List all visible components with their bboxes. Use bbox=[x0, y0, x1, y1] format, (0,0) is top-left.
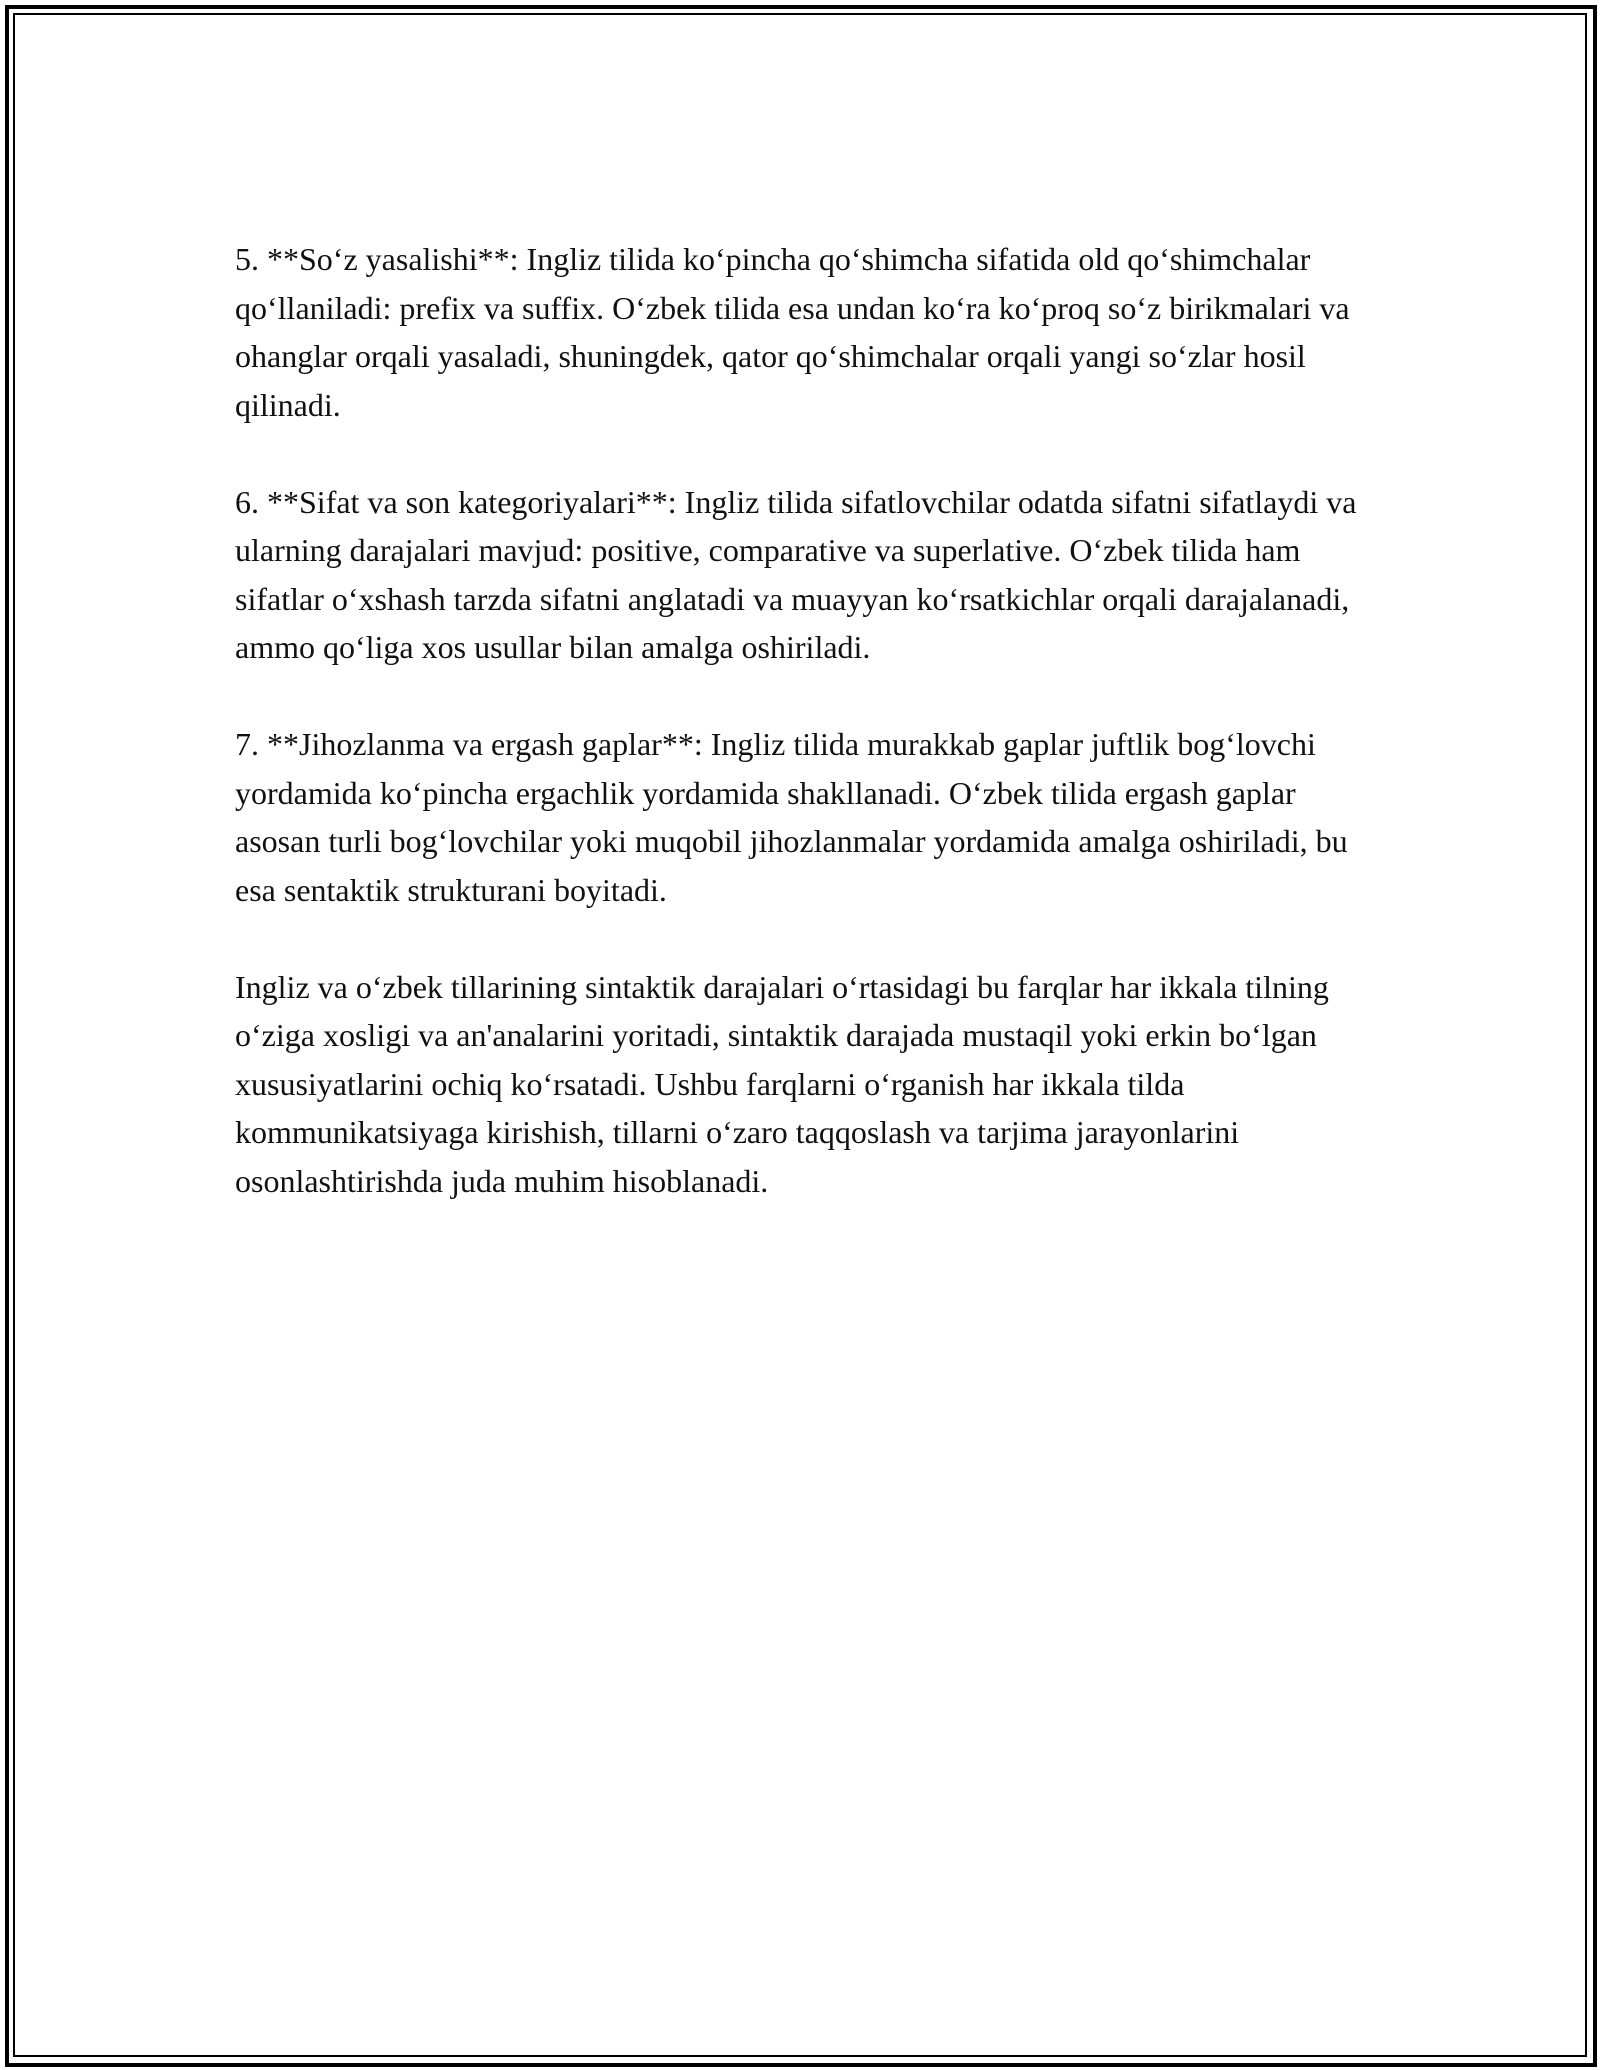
document-body bbox=[235, 235, 1385, 1254]
paragraph-conclusion: Ingliz va o‘zbek tillarining sintaktik darajalari o‘rtasidagi bu farqlar har ikkala tilning o‘ziga xosligi va an'analarini yoritadi, sintaktik darajada mustaqil yoki erkin bo‘lgan xususiyatlarini ochiq ko‘rsatadi. Ushbu farqlarni o‘rganish har ikkala tilda kommunikatsiyaga kirishish, tillarni o‘zaro taqqoslash va tarjima jarayonlarini osonlashtirishda juda muhim hisoblanadi. bbox=[235, 968, 1329, 1199]
paragraph-subordinate-clauses: 7. **Jihozlanma va ergash gaplar**: Ingliz tilida murakkab gaplar juftlik bog‘lovchi yordamida ko‘pincha ergachlik yordamida shakllanadi. O‘zbek tilida ergash gaplar asosan turli bog‘lovchilar yoki muqobil jihozlanmalar yordamida amalga oshiriladi, bu esa sentaktik strukturani boyitadi. bbox=[235, 726, 1348, 908]
paragraph-word-formation: 5. **So‘z yasalishi**: Ingliz tilida ko‘pincha qo‘shimcha sifatida old qo‘shimchalar qo‘llaniladi: prefix va suffix. O‘zbek tilida esa undan ko‘ra ko‘proq so‘z birikmalari va ohanglar orqali yasaladi, shuningdek, qator qo‘shimchalar orqali yangi so‘zlar hosil qilinadi. bbox=[235, 241, 1350, 423]
paragraph-adjective-categories: 6. **Sifat va son kategoriyalari**: Ingliz tilida sifatlovchilar odatda sifatni sifatlaydi va ularning darajalari mavjud: positive, comparative va superlative. O‘zbek tilida ham sifatlar o‘xshash tarzda sifatni anglatadi va muayyan ko‘rsatkichlar orqali darajalanadi, ammo qo‘liga xos usullar bilan amalga oshiriladi. bbox=[235, 483, 1357, 665]
